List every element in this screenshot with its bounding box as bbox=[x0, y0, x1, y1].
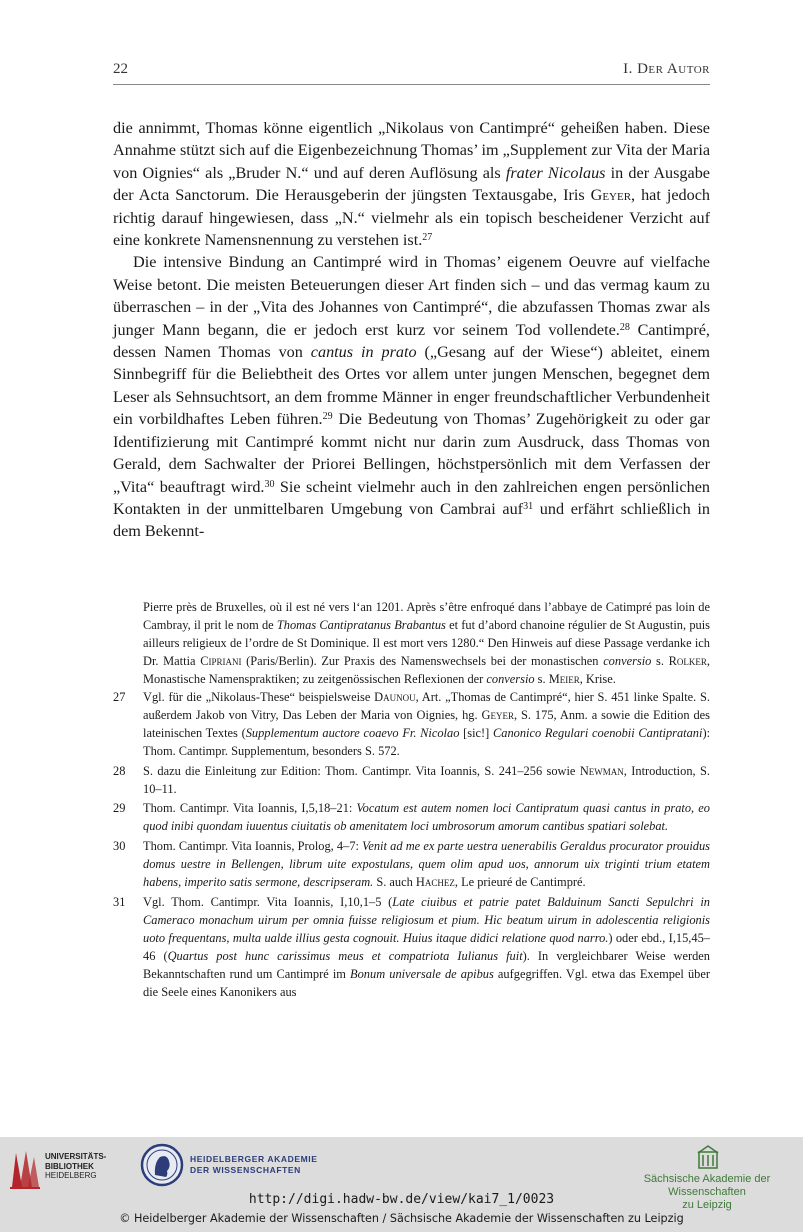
footnote-ref: 31 bbox=[523, 500, 534, 512]
footnote-number: 28 bbox=[113, 763, 126, 778]
running-title: I. Der Autor bbox=[623, 61, 710, 77]
author-name: Geyer bbox=[590, 186, 632, 205]
paragraph-2: Die intensive Bindung an Cantimpré wird in Thomas’ eigenem Oeuvre auf vielfache Weise betont. Die meisten Beteuerungen dieser Art finden sich – und das vermag kaum zu überraschen – in der „Vita des Johannes von Cantimpré“, die abzufassen Thomas zwar als junger Mann begann, die er jedoch erst kurz vor seinem Tod vollendete.$^{28}$ Cantimpré, dessen Namen Thomas von cantus in prato („Gesang auf der Wiese“) ableitet, einem Sinnbegriff für die Beliebtheit des Ortes vor allem unter jungen Menschen, begegnet dem Leser als Sehnsuchtsort, an dem fromme Männer in enger freundschaftlicher Verbundenheit ein vorbildhaftes Leben führen.$^{29}$ Die Bedeutung von Thomas’ Zugehörigkeit zu oder gar Identifizierung mit Cantimpré kommt nicht nur darin zum Ausdruck, dass Thomas von Gerald, dem Sachwalter der Priorei Bellingen, höchstpersönlich mit dem Verfassen der „Vita“ beauftragt wird.$^{30}$ Sie scheint vielmehr auch in den zahlreichen engen persönlichen Kontakten in der unmittelbaren Umgebung von Cambrai auf$^{31}$ und erfährt schließlich in dem Bekennt- bbox=[113, 253, 711, 541]
footnote-30 bbox=[113, 838, 710, 892]
footnote-text: Vgl. Thom. Cantimpr. Vita Ioannis, I,10,1–5 (Late ciuibus et patrie patet Balduinum Sancti Sepulchri in Cameraco monachum uirum per omnia fuisse religiosum et pium. Hic beatum uirum in adolescentia religionis uoto frequentans, multa ualde illius gesta cognouit. Huius itaque didici relatione quod narro.) oder ebd., I,15,45–46 (Quartus post hunc carissimus meus et compatriota Iulianus fuit). In vergleichbarer Weise werden Bekanntschaften rund um Cantimpré im Bonum universale de apibus aufgegriffen. Vgl. etwa das Exempel über die Seele eines Kanonikers aus bbox=[143, 895, 710, 1000]
footnote-text: Thom. Cantimpr. Vita Ioannis, Prolog, 4–7: Venit ad me ex parte uestra uenerabilis Geraldus procurator prouidus domus uestre in Bellengen, librum uite expostulans, quem olim apud uos, annorum uix triginti trium etatem habens, imperito satis sermone, descripseram. S. auch Hachez, Le prieuré de Cantimpré. bbox=[143, 839, 710, 890]
footnote-number: 27 bbox=[113, 689, 126, 704]
academy-name: HEIDELBERGER AKADEMIE DER WISSENSCHAFTEN bbox=[190, 1154, 318, 1175]
footnote-text: Vgl. für die „Nikolaus-These“ beispielsweise Daunou, Art. „Thomas de Cantimpré“, hier S. 451 linke Spalte. S. außerdem Jakob von Vitry, Das Leben der Maria von Oignies, hg. Geyer, S. 175, Anm. a sowie die Edition des lateinischen Textes (Supplementum auctore coaevo Fr. Nicolao [sic!] Canonico Regulari coenobii Cantipratani): Thom. Cantimpr. Supplementum, besonders S. 572. bbox=[143, 689, 711, 758]
copyright-notice: © Heidelberger Akademie der Wissenschaften / Sächsische Akademie der Wissenschaften zu Leipzig bbox=[119, 1212, 684, 1225]
university-library-logo-icon bbox=[8, 1147, 42, 1191]
footnote-text: S. dazu die Einleitung zur Edition: Thom. Cantimpr. Vita Ioannis, S. 241–256 sowie Newman, Introduction, S. 10–11. bbox=[143, 763, 710, 796]
footnote-ref: 29 bbox=[322, 411, 333, 423]
footnote-28 bbox=[113, 763, 710, 799]
running-header bbox=[113, 58, 710, 85]
main-text bbox=[113, 117, 710, 543]
footnote-number: 29 bbox=[113, 801, 126, 816]
page-number: 22 bbox=[113, 61, 128, 77]
saxon-academy-logo-icon bbox=[697, 1144, 719, 1170]
saxon-academy-name: Sächsische Akademie der Wissenschaften zu Leipzig bbox=[643, 1173, 771, 1211]
footnote-ref: 27 bbox=[422, 232, 433, 244]
footnotes bbox=[113, 599, 710, 1004]
footnote-number: 30 bbox=[113, 839, 126, 854]
footnote-ref: 30 bbox=[264, 478, 275, 490]
paragraph-1: die annimmt, Thomas könne eigentlich „Nikolaus von Cantimpré“ geheißen haben. Diese Annahme stützt sich auf die Eigenbezeichnung Thomas’ im „Supplement zur Vita der Maria von Oignies“ als „Bruder N.“ und auf deren Auflösung als frater Nicolaus in der Ausgabe der Acta Sanctorum. Die Herausgeberin der jüngsten Textausgabe, Iris Geyer, hat jedoch richtig darauf hingewiesen, dass „N.“ vielmehr als ein topisch bescheidener Verzicht auf eine konkrete Namensnennung zu verstehen ist.$^{27}$ bbox=[113, 119, 710, 250]
source-url-link[interactable]: http://digi.hadw-bw.de/view/kai7_1/0023 bbox=[248, 1192, 555, 1207]
footnote-29 bbox=[113, 800, 710, 836]
footnote-number: 31 bbox=[113, 895, 126, 910]
footnote-continuation: Pierre près de Bruxelles, où il est né vers l‘an 1201. Après s’être enfroqué dans l’abbaye de Catimpré pas loin de Cambray, il prit le nom de Thomas Cantipratanus Brabantus et fut d’abord chanoine régulier de St Augustin, puis ailleurs religieux de l’ordre de St Dominique. Il est mort vers 1280.“ Den Hinweis auf diese Passage verdanke ich Dr. Mattia Cipriani (Paris/Berlin). Zur Praxis des Namenswechsels bei der monastischen conversio s. Rolker, Monastische Namenspraktiken; zu zeitgenössischen Reflexionen der conversio s. Meier, Krise. bbox=[143, 600, 711, 686]
footnote-27 bbox=[113, 689, 710, 761]
academy-seal-icon bbox=[140, 1143, 184, 1187]
university-library-name: UNIVERSITÄTS- BIBLIOTHEK HEIDELBERG bbox=[45, 1152, 107, 1180]
footnote-text: Thom. Cantimpr. Vita Ioannis, I,5,18–21: Vocatum est autem nomen loci Cantipratum quasi cantus in prato, eo quod inibi quondam iuuentus ciuitatis ob amenitatem loci umbrosorum amorum cantibus spatiari solebat. bbox=[143, 801, 710, 834]
footnote-ref: 28 bbox=[619, 321, 630, 333]
footnote-31 bbox=[113, 894, 710, 1002]
